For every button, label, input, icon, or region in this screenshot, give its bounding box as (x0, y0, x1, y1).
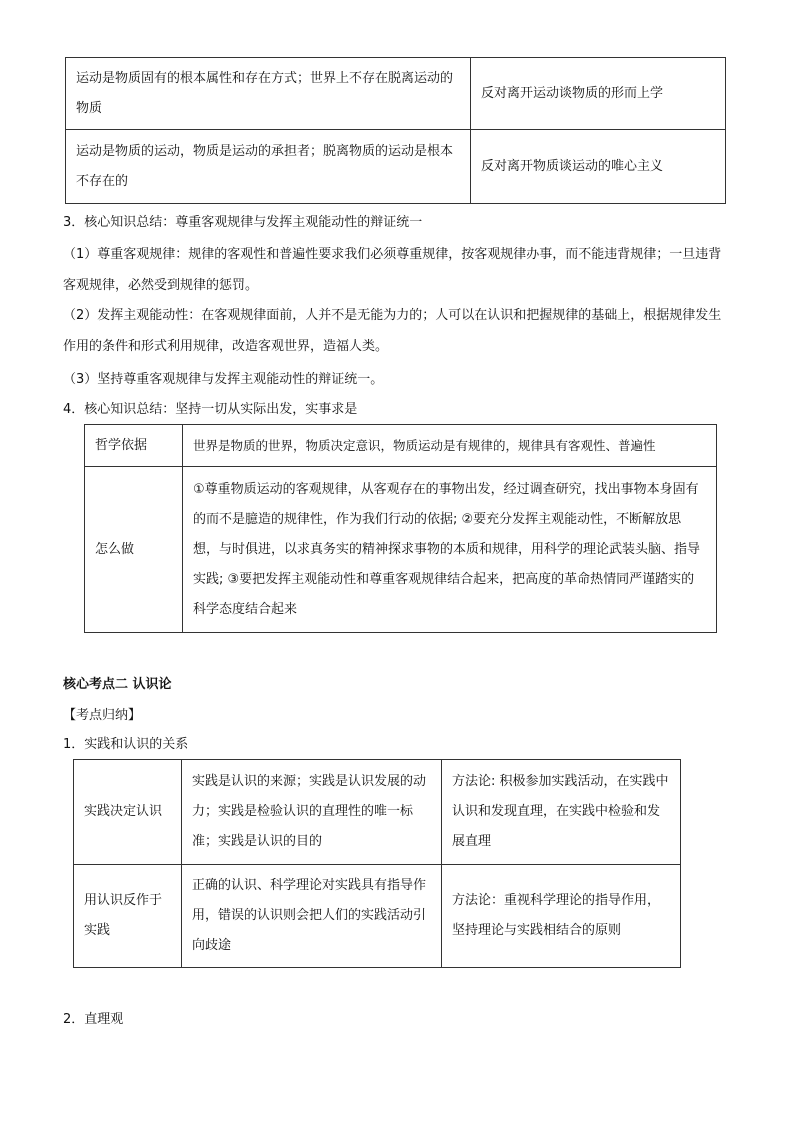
sub2-title: 2．直理观 (63, 1012, 124, 1027)
table-cell-method: 方法论：重视科学理论的指导作用，坚持理论与实践相结合的原则 (442, 865, 681, 968)
table-cell-content: 正确的认识、科学理论对实践具有指导作用，错误的认识则会把人们的实践活动引向歧途 (182, 865, 442, 968)
table-cell-content: ①尊重物质运动的客观规律，从客观存在的事物出发，经过调查研究，找出事物本身固有的而不是臆造的规律性，作为我们行动的依据; ②要充分发挥主观能动性，不断解放思想，与时俱进，以求真务实的精神探求事物的本质和规律，用科学的理论武装头脑、指导实践; ③要把发挥主观能动性和尊重客观规律结合起来，把高度的革命热情同严谨踏实的科学态度结合起来 (183, 467, 717, 633)
table-row (66, 58, 726, 130)
table-cell-left: 运动是物质固有的根本属性和存在方式；世界上不存在脱离运动的物质 (66, 58, 471, 130)
table-row (85, 425, 717, 467)
table-cell-label: 哲学依据 (85, 425, 183, 467)
section3-p2: （2）发挥主观能动性：在客观规律面前，人并不是无能为力的；人可以在认识和把握规律的基础上，根据规律发生作用的条件和形式利用规律，改造客观世界，造福人类。 (63, 308, 722, 354)
table-cell-left: 运动是物质的运动，物质是运动的承担者；脱离物质的运动是根本不存在的 (66, 130, 471, 204)
table-row (85, 467, 717, 633)
table-cell-content: 世界是物质的世界，物质决定意识，物质运动是有规律的，规律具有客观性、普遍性 (183, 425, 717, 467)
table-cell-right: 反对离开运动谈物质的形而上学 (471, 58, 726, 130)
table-movement-matter (65, 57, 726, 204)
table-cell-right: 反对离开物质谈运动的唯心主义 (471, 130, 726, 204)
section3-p1: （1）尊重客观规律：规律的客观性和普遍性要求我们必须尊重规律，按客观规律办事，而不能违背规律；一旦违背客观规律，必然受到规律的惩罚。 (63, 247, 722, 293)
table-shishiqiushi (84, 424, 717, 633)
section4-title: 4．核心知识总结：坚持一切从实际出发，实事求是 (63, 402, 358, 417)
table-practice-cognition (73, 759, 681, 968)
table-cell-content: 实践是认识的来源；实践是认识发展的动力；实践是检验认识的直理性的唯一标准；实践是认识的目的 (182, 760, 442, 865)
table-cell-method: 方法论: 积极参加实践活动，在实践中认识和发现直理，在实践中检验和发展直理 (442, 760, 681, 865)
table-cell-label: 实践决定认识 (74, 760, 182, 865)
section3-p3: （3）坚持尊重客观规律与发挥主观能动性的辩证统一。 (63, 372, 384, 387)
kaodian2-sub1: 1．实践和认识的关系 (63, 737, 189, 752)
table-cell-label: 怎么做 (85, 467, 183, 633)
kaodian2-title: 核心考点二 认识论 (63, 677, 172, 692)
table-cell-label: 用认识反作于实践 (74, 865, 182, 968)
kaodian2-guina: 【考点归纳】 (63, 708, 142, 723)
section3-title: 3．核心知识总结：尊重客观规律与发挥主观能动性的辩证统一 (63, 215, 423, 230)
table-row (74, 760, 681, 865)
table-row (74, 865, 681, 968)
table-row (66, 130, 726, 204)
